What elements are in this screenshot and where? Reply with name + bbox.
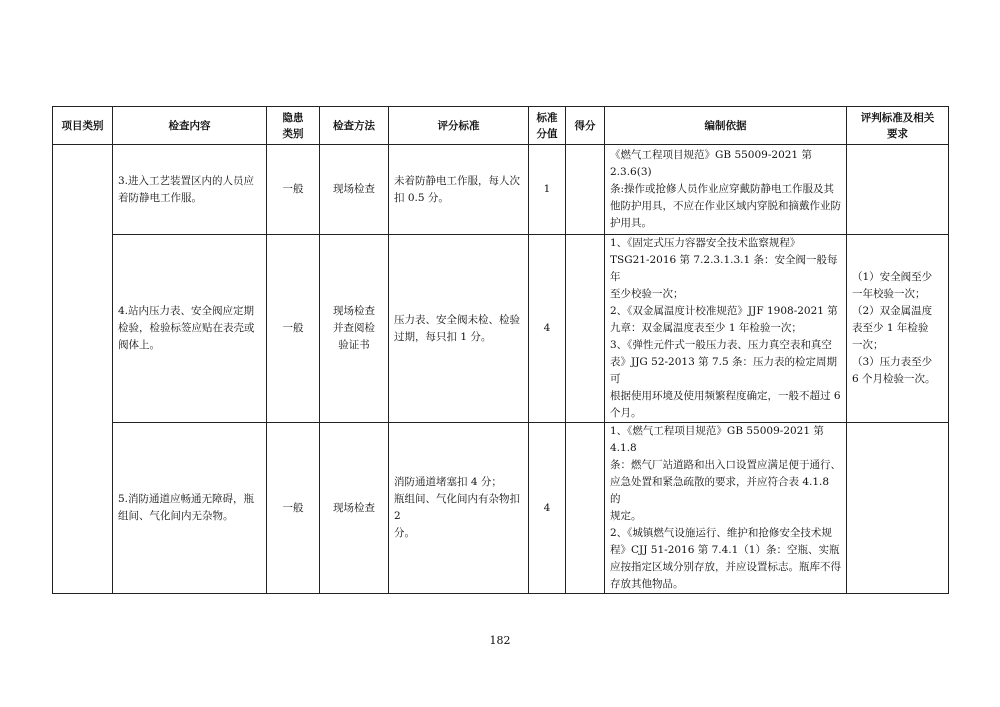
category-cell bbox=[53, 145, 113, 594]
header-judge: 评判标准及相关 要求 bbox=[847, 107, 949, 145]
header-category: 项目类别 bbox=[53, 107, 113, 145]
header-basis: 编制依据 bbox=[605, 107, 847, 145]
basis-cell: 《燃气工程项目规范》GB 55009-2021 第 2.3.6(3) 条:操作或抢修人员作业应穿戴防静电工作服及其 他防护用具，不应在作业区域内穿脱和摘戴作业防 护用具。 bbox=[605, 145, 847, 235]
header-score: 得分 bbox=[566, 107, 605, 145]
table-header-row bbox=[53, 107, 949, 145]
method-cell: 现场检查 并查阅检 验证书 bbox=[320, 235, 389, 423]
inspection-table bbox=[52, 106, 949, 594]
score-std-cell: 4 bbox=[529, 235, 566, 423]
judge-cell bbox=[847, 423, 949, 594]
table-row bbox=[53, 423, 949, 594]
content-cell: 4.站内压力表、安全阀应定期 检验，检验标签应贴在表壳或 阀体上。 bbox=[113, 235, 267, 423]
criteria-cell: 压力表、安全阀未检、检验 过期，每只扣 1 分。 bbox=[389, 235, 529, 423]
basis-cell: 1、《燃气工程项目规范》GB 55009-2021 第 4.1.8 条：燃气厂站道路和出入口设置应满足便于通行、 应急处置和紧急疏散的要求，并应符合表 4.1.8 的 规定。 2、《城镇燃气设施运行、维护和抢修安全技术规 程》CJJ 51-2016 第 7.4.1（1）条：空瓶、实瓶 应按指定区域分别存放，并应设置标志。瓶库不得 存放其他物品。 bbox=[605, 423, 847, 594]
header-method: 检查方法 bbox=[320, 107, 389, 145]
hazard-cell: 一般 bbox=[267, 423, 320, 594]
judge-cell bbox=[847, 145, 949, 235]
header-hazard: 隐患 类别 bbox=[267, 107, 320, 145]
content-cell: 5.消防通道应畅通无障碍，瓶 组间、气化间内无杂物。 bbox=[113, 423, 267, 594]
hazard-cell: 一般 bbox=[267, 235, 320, 423]
header-criteria: 评分标准 bbox=[389, 107, 529, 145]
score-cell bbox=[566, 235, 605, 423]
criteria-cell: 消防通道堵塞扣 4 分； 瓶组间、气化间内有杂物扣 2 分。 bbox=[389, 423, 529, 594]
criteria-cell: 未着防静电工作服，每人次 扣 0.5 分。 bbox=[389, 145, 529, 235]
method-cell: 现场检查 bbox=[320, 423, 389, 594]
table-row bbox=[53, 145, 949, 235]
table-row bbox=[53, 235, 949, 423]
score-cell bbox=[566, 145, 605, 235]
hazard-cell: 一般 bbox=[267, 145, 320, 235]
header-score-std: 标准 分值 bbox=[529, 107, 566, 145]
basis-cell: 1、《固定式压力容器安全技术监察规程》 TSG21-2016 第 7.2.3.1.3.1 条：安全阀一般每年 至少校验一次； 2、《双金属温度计校准规范》JJF 1908-2021 第 九章：双金属温度表至少 1 年检验一次； 3、《弹性元件式一般压力表、压力真空表和真空 表》JJG 52-2013 第 7.5 条：压力表的检定周期可 根据使用环境及使用频繁程度确定，一般不超过 6 个月。 bbox=[605, 235, 847, 423]
judge-cell: （1）安全阀至少 一年校验一次； （2）双金属温度 表至少 1 年检验 一次； （3）压力表至少 6 个月检验一次。 bbox=[847, 235, 949, 423]
page-number: 182 bbox=[489, 634, 511, 647]
score-cell bbox=[566, 423, 605, 594]
method-cell: 现场检查 bbox=[320, 145, 389, 235]
content-cell: 3.进入工艺装置区内的人员应 着防静电工作服。 bbox=[113, 145, 267, 235]
header-content: 检查内容 bbox=[113, 107, 267, 145]
score-std-cell: 4 bbox=[529, 423, 566, 594]
score-std-cell: 1 bbox=[529, 145, 566, 235]
